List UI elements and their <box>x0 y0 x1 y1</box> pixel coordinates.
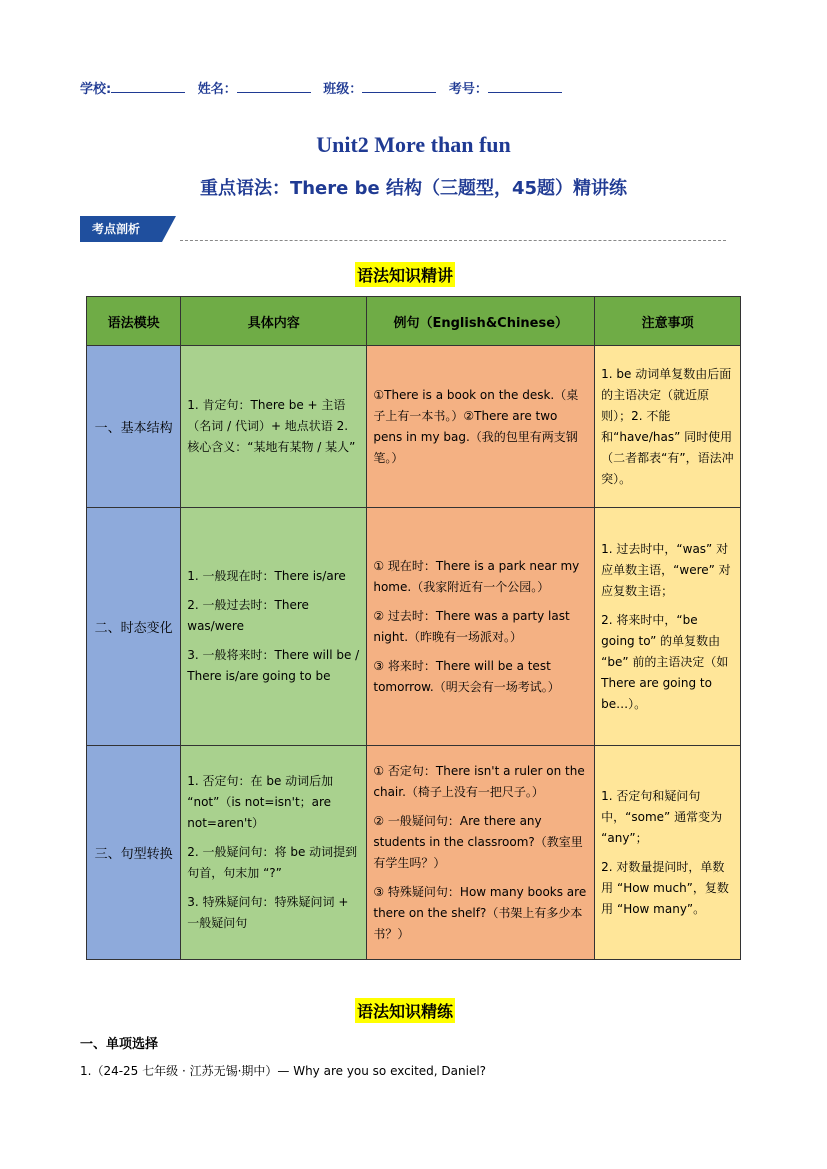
example-text: ① 现在时：There is a park near my home.（我家附近有一个公园。） <box>373 558 580 594</box>
content-text: 3. 特殊疑问句：特殊疑问词 + 一般疑问句 <box>187 895 349 930</box>
example-text: ③ 将来时：There will be a test tomorrow.（明天会有一场考试。） <box>373 658 560 694</box>
content-cell <box>181 746 367 960</box>
content-text: 2. 一般过去时：There was/were <box>187 598 309 633</box>
table-header-row <box>87 297 741 346</box>
module-cell: 一、基本结构 <box>87 346 181 508</box>
content-text: 3. 一般将来时：There will be / There is/are going to be <box>187 648 360 683</box>
example-text: ① 否定句：There isn't a ruler on the chair.（椅子上没有一把尺子。） <box>373 763 585 799</box>
content-cell <box>181 508 367 746</box>
page-title: Unit2 More than fun <box>316 132 511 157</box>
example-text: ①There is a book on the desk.（桌子上有一本书。）②There are two pens in my bag.（我的包里有两支钢笔。） <box>373 387 579 465</box>
module-cell: 三、句型转换 <box>87 746 181 960</box>
table-row <box>87 508 741 746</box>
section-tag-label: 考点剖析 <box>80 216 162 242</box>
content-text: 1. 否定句：在 be 动词后加 “not”（is not=isn't；are not=aren't） <box>187 774 334 830</box>
examples-cell <box>367 508 595 746</box>
class-blank[interactable] <box>362 80 436 93</box>
note-text: 1. be 动词单复数由后面的主语决定（就近原则）；2. 不能和“have/has” 同时使用（二者都表“有”，语法冲突）。 <box>601 366 734 486</box>
examples-cell <box>367 346 595 508</box>
exercise-section-title: 一、单项选择 <box>80 1037 159 1052</box>
heading-grammar-practice: 语法知识精练 <box>355 998 455 1023</box>
content-cell <box>181 346 367 508</box>
example-text: ③ 特殊疑问句：How many books are there on the shelf?（书架上有多少本书？） <box>373 884 587 941</box>
school-blank[interactable] <box>111 80 185 93</box>
note-text: 2. 对数量提问时，单数用 “How much”，复数用 “How many”。 <box>601 859 729 916</box>
content-text: 1. 肯定句：There be + 主语（名词 / 代词）+ 地点状语 2. 核心含义：“某地有某物 / 某人” <box>187 398 356 454</box>
name-label: 姓名： <box>197 82 237 97</box>
section-tag <box>80 216 180 242</box>
dashed-divider <box>180 240 726 241</box>
exam-no-blank[interactable] <box>488 80 562 93</box>
header-module: 语法模块 <box>87 297 181 346</box>
example-text: ② 一般疑问句：Are there any students in the classroom?（教室里有学生吗？） <box>373 813 583 870</box>
notes-cell <box>595 508 741 746</box>
note-text: 1. 否定句和疑问句中，“some” 通常变为 “any”； <box>601 788 723 845</box>
content-text: 2. 一般疑问句：将 be 动词提到句首，句末加 “?” <box>187 845 358 880</box>
school-label: 学校: <box>80 82 112 97</box>
table-row <box>87 346 741 508</box>
notes-cell <box>595 346 741 508</box>
page-subtitle: 重点语法：There be 结构（三题型，45题）精讲练 <box>199 178 628 199</box>
student-info-line <box>80 78 570 97</box>
content-text: 1. 一般现在时：There is/are <box>187 569 346 583</box>
note-text: 1. 过去时中，“was” 对应单数主语，“were” 对应复数主语； <box>601 541 731 598</box>
header-content: 具体内容 <box>181 297 367 346</box>
header-examples: 例句（English&Chinese） <box>367 297 595 346</box>
examples-cell <box>367 746 595 960</box>
heading-grammar-lecture: 语法知识精讲 <box>355 262 455 287</box>
section-tag-tail <box>162 216 176 242</box>
name-blank[interactable] <box>237 80 311 93</box>
note-text: 2. 将来时中，“be going to” 的单复数由 “be” 前的主语决定（如 There are going to be…）。 <box>601 612 729 711</box>
exam-no-label: 考号： <box>448 82 488 97</box>
table-row <box>87 746 741 960</box>
notes-cell <box>595 746 741 960</box>
example-text: ② 过去时：There was a party last night.（昨晚有一场派对。） <box>373 608 570 644</box>
header-notes: 注意事项 <box>595 297 741 346</box>
module-cell: 二、时态变化 <box>87 508 181 746</box>
class-label: 班级： <box>323 82 363 97</box>
question-1: 1.（24-25 七年级 · 江苏无锡·期中）— Why are you so excited, Daniel? <box>80 1064 487 1078</box>
grammar-table <box>86 296 741 960</box>
